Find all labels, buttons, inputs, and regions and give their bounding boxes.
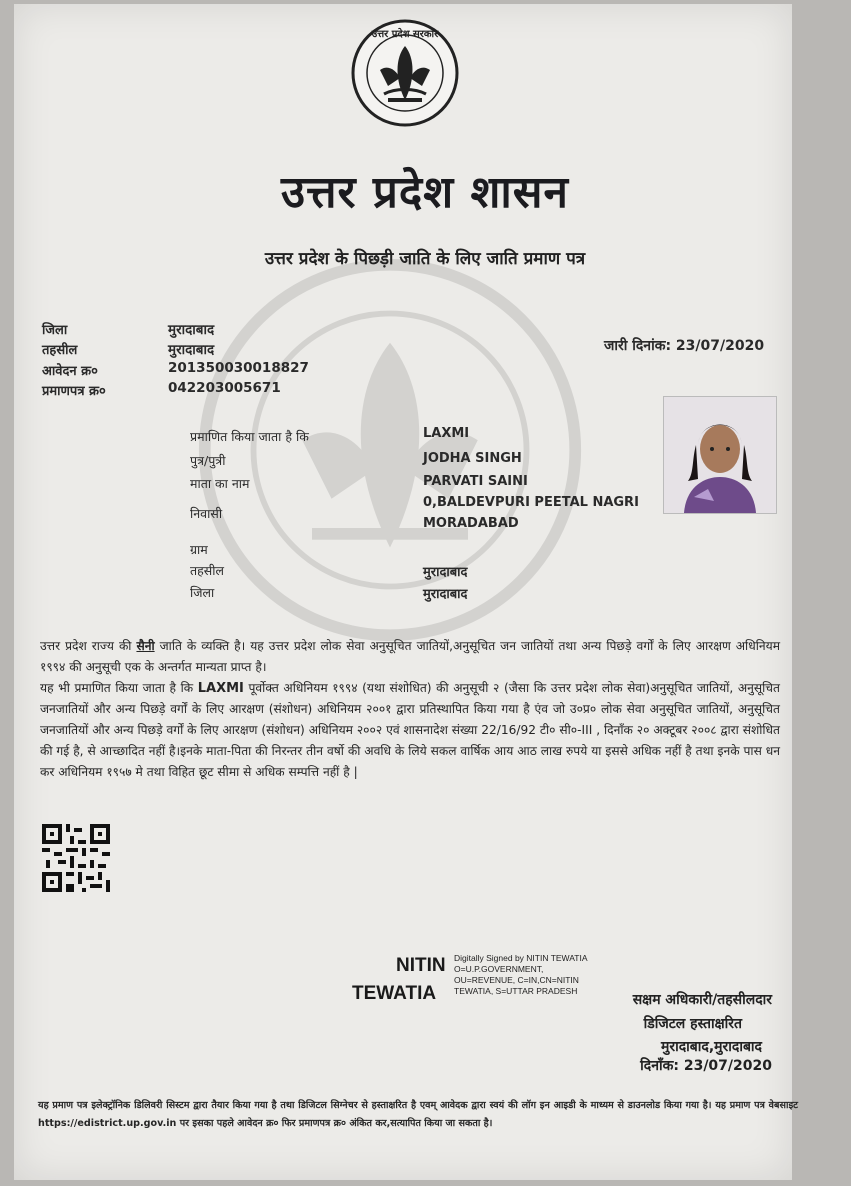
body-p1-start: उत्तर प्रदेश राज्य की [40,639,137,653]
child-of-value: JODHA SINGH [423,451,522,466]
body-p2-end: पूर्वोक्त अधिनियम १९९४ (यथा संशोधित) की अनुसूची २ (जैसा कि उत्तर प्रदेश लोक सेवा)अनुसूचित जातियों, अनुसूचित जनजातियों और अन्य पिछड़े वर्गों के लिए आरक्षण (संशोधन) अधिनियम २००१ द्वारा प्रतिस्थापित किया गया है एंव जो उ०प्र० लोक सेवा अनुसूचित जातियों, अनुसूचित जनजातियों और अन्य पिछड़े वर्गों के लिए आरक्षण (संशोधन) अधिनियम २००२ एवं शासनादेश संख्या 22/16/92 टी० सी०-III , दिनाँक २० अक्टूबर २००८ द्वारा संशोधित की गई है, से आच्छादित नहीं है।इनके माता-पिता की निरन्तर तीन वर्षो की अवधि के लिये सकल वार्षिक आय आठ लाख रुपये या इससे अधिक नहीं है तथा इनके पास धन कर अधिनियम १९५७ मे तथा विहित छूट सीमा से अधिक सम्पत्ति नहीं है | [40,681,780,779]
mother-value: PARVATI SAINI [423,474,528,489]
issue-date: जारी दिनांक: 23/07/2020 [604,338,765,354]
body-p2-start: यह भी प्रमाणित किया जाता है कि [40,681,198,695]
details-district-label: जिला [190,585,215,600]
authority-digital: डिजिटल हस्ताक्षरित [643,1016,742,1032]
child-of-label: पुत्र/पुत्री [190,453,226,468]
tehsil-value: मुरादाबाद [168,342,215,358]
qr-code-icon [42,824,110,892]
digital-signature-info: Digitally Signed by NITIN TEWATIA O=U.P.GOVERNMENT, OU=REVENUE, C=IN,CN=NITIN TEWATIA, S=UTTAR PRADESH [454,953,588,996]
certificate-no-value: 042203005671 [168,380,281,396]
certificate-no-label: प्रमाणपत्र क्र० [42,384,106,399]
district-label: जिला [42,323,68,338]
resident-value-line2: MORADABAD [423,516,519,531]
body-paragraph-2 [40,678,780,783]
resident-label: निवासी [190,506,223,521]
certificate-subtitle: उत्तर प्रदेश के पिछड़ी जाति के लिए जाति प्रमाण पत्र [264,249,586,269]
page-title: उत्तर प्रदेश शासन [281,167,569,218]
body-applicant-name: LAXMI [197,681,244,696]
authority-date: दिनाँक: 23/07/2020 [640,1058,772,1074]
certificate-body [40,636,780,783]
applicant-photo [663,396,777,514]
certified-value: LAXMI [423,426,470,441]
tehsil-label: तहसील [42,343,78,358]
village-label: ग्राम [190,542,208,557]
caste-name: सैनी [136,639,155,653]
certified-label: प्रमाणित किया जाता है कि [190,429,309,444]
signer-first-name: NITIN [396,955,446,976]
watermark-emblem-icon [195,255,585,645]
resident-value-line1: 0,BALDEVPURI PEETAL NAGRI [423,495,639,510]
application-no-label: आवेदन क्र० [42,364,98,379]
application-no-value: 201350030018827 [168,360,309,376]
details-district-value: मुरादाबाद [423,587,468,602]
body-paragraph-1 [40,636,780,678]
emblem-text: उत्तर प्रदेश सरकार [371,29,439,40]
body-p1-end: जाति के व्यक्ति है। यह उत्तर प्रदेश लोक सेवा अनुसूचित जातियों,अनुसूचित जन जातियों तथा अन्य पिछड़े वर्गों के लिए आरक्षण अधिनियम १९९४ की अनुसूची एक के अन्तर्गत मान्यता प्राप्त है। [40,639,780,674]
authority-location: मुरादाबाद,मुरादाबाद [661,1039,762,1055]
authority-title: सक्षम अधिकारी/तहसीलदार [632,992,772,1008]
signer-last-name: TEWATIA [352,983,437,1004]
details-tehsil-value: मुरादाबाद [423,565,468,580]
details-tehsil-label: तहसील [190,563,224,578]
district-value: मुरादाबाद [168,322,215,338]
mother-label: माता का नाम [190,476,250,491]
footer-note: यह प्रमाण पत्र इलेक्ट्रॉनिक डिलिवरी सिस्टम द्वारा तैयार किया गया है तथा डिजिटल सिग्नेचर से हस्ताक्षरित है एवम् आवेदक द्वारा स्वयं की लॉग इन आइडी के माध्यम से डाउनलोड किया गया है। यह प्रमाण पत्र वेबसाइट https://edistrict.up.gov.in पर इसका पहले आवेदन क्र० फिर प्रमाणपत्र क्र० अंकित कर,सत्यापित किया जा सकता है। [38,1100,798,1129]
